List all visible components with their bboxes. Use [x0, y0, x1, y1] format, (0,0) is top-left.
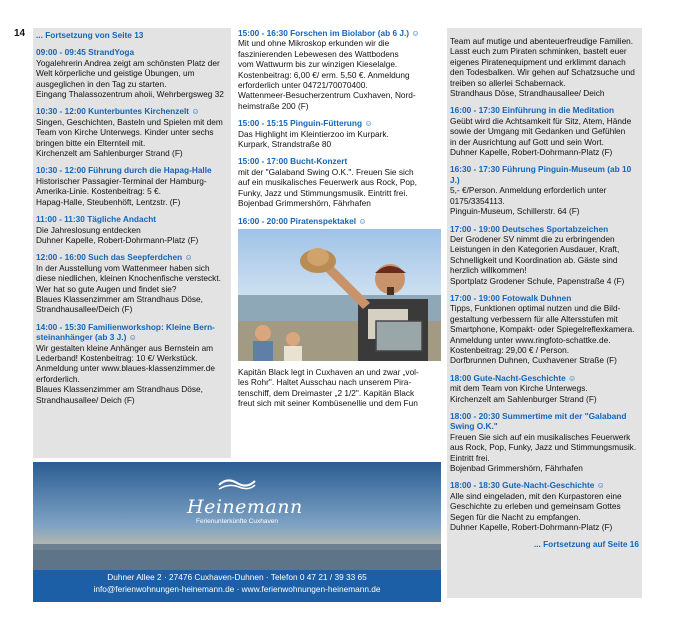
event-text-line: Alle sind eingeladen, mit den Kurpastoren eine — [450, 490, 622, 501]
event-text-line: Strandhausallee/Deich (F) — [36, 304, 133, 315]
event-text-line: Kirchenzelt am Sahlenburger Strand (F) — [450, 393, 597, 404]
event-entry — [36, 106, 228, 158]
event-text-line: Smartphone, Kompakt- oder Spiegelreflexkamera. — [450, 324, 635, 335]
pirate-photo — [238, 229, 441, 361]
program-column-2 — [238, 28, 441, 416]
event-entry — [238, 28, 441, 111]
event-text-line: Hapag-Halle, Steubenhöft, Lentzstr. (F) — [36, 196, 181, 207]
event-text-line: Schnelligkeit und Koordination ab. Gäste sind — [450, 254, 618, 265]
event-entry — [450, 164, 639, 216]
advertisement-banner — [33, 462, 441, 602]
event-text-line: Lederband! Kostenbeitrag: 10 €/ Werkstück. — [36, 352, 198, 363]
event-text-line: gestaltung verbessern für alle Altersstufen mit — [450, 313, 618, 324]
event-text-line: Kostenbeitrag: 6,00 €/ erm. 5,50 €. Anmeldung — [238, 69, 410, 80]
event-text-line: Strandhaus Döse, Strandhausallee/ Deich — [450, 88, 605, 99]
event-text-line: Anmeldung unter www.ringfoto-schattke.de. — [450, 334, 611, 345]
event-text-line: Team auf mutige und abenteuerfreudige Familien. — [450, 36, 634, 46]
event-text-line: Der Grodener SV nimmt die zu erbringenden — [450, 233, 615, 244]
event-text-line: herzlich willkommen! — [450, 265, 527, 276]
event-text-line: faszinierenden Lebewesen des Wattbodens — [238, 48, 399, 59]
event-text-line: Blaues Klassenzimmer am Strandhaus Döse, — [36, 384, 203, 395]
event-text-line: Historischer Passagier-Terminal der Hamburg- — [36, 175, 207, 186]
event-text-line: Anmeldung unter www.blaues-klassenzimmer.de — [36, 363, 215, 374]
event-text-line: Pinguin-Museum, Schillerstr. 64 (F) — [450, 206, 580, 217]
event-text-line: Geschichte zu erleben und gemeinsam Gottes — [450, 501, 621, 512]
event-text-line: bringen bitte ein Elternteil mit. — [36, 137, 146, 148]
event-title: 15:00 - 17:00 Bucht-Konzert — [238, 156, 348, 167]
ad-contact-block — [33, 572, 441, 595]
event-title: 14:00 - 15:30 Familienworkshop: Kleine Bern- steinanhänger (ab 3 J.) ☺ — [36, 321, 215, 343]
event-title: 16:00 - 17:30 Einführung in die Meditation — [450, 105, 615, 116]
event-text-line: Dorfbrunnen Duhnen, Cuxhavener Straße (F) — [450, 355, 617, 366]
event-title: 11:00 - 11:30 Tägliche Andacht — [36, 214, 157, 225]
event-text-line: In der Ausstellung vom Wattenmeer haben sich — [36, 262, 210, 273]
event-text-line: Welt körperliche und geistige Übungen, um — [36, 68, 195, 79]
event-title: 18:00 - 20:30 Summertime mit der "Galaband Swing O.K." — [450, 411, 627, 432]
event-text-line: Eintritt frei. — [450, 452, 490, 463]
event-text-line: les Rohr". Haltet Ausschau nach unserem Pira- — [238, 377, 412, 388]
program-column-3 — [447, 28, 642, 598]
event-text-line: freut sich mit seiner Kombüsenellie und dem Fun — [238, 398, 418, 409]
event-entry — [450, 105, 639, 157]
ad-address: Duhner Allee 2 · 27476 Cuxhaven-Duhnen · Telefon 0 47 21 / 39 33 65 — [107, 572, 367, 582]
event-text-line: vom Wattwurm bis zur winzigen Kieselalge. — [238, 59, 398, 70]
event-text-line: Mit und ohne Mikroskop erkunden wir die — [238, 38, 390, 49]
event-entry — [36, 322, 228, 405]
pirate-illustration — [238, 229, 441, 361]
event-text-line: Kurpark, Strandstraße 80 — [238, 139, 332, 150]
wave-icon — [217, 475, 257, 491]
event-title: 10:30 - 12:00 Führung durch die Hapag-Halle — [36, 165, 212, 176]
event-text-line: Wattenmeer-Besucherzentrum Cuxhaven, Nord- — [238, 90, 416, 101]
brand-tagline: Ferienunterkünfte Cuxhaven — [195, 518, 279, 525]
event-entry — [238, 118, 441, 149]
event-text-line: erforderlich. — [36, 373, 80, 384]
event-text-line: diese niedlichen, kleinen Knochenfische versteckt. — [36, 273, 221, 284]
event-text-line: Lasst euch zum Piraten schminken, bastelt euer — [450, 46, 627, 57]
event-text-line: Team von Kirche Unterwegs. Kinder unter sechs — [36, 127, 214, 138]
event-text-line: Sportplatz Grodener Schule, Papenstraße 4 (F) — [450, 275, 625, 286]
event-text-line: Geübt wird die Achtsamkeit für Sitz, Atem, Hände — [450, 115, 632, 126]
event-title: 10:30 - 12:00 Kunterbuntes Kirchenzelt ☺ — [36, 106, 200, 117]
event-text-line: aus Rock, Pop, Funky, Jazz und Stimmungsmusik. — [450, 442, 637, 453]
event-title: 15:00 - 16:30 Forschen im Biolabor (ab 6 J.) ☺ — [238, 28, 420, 38]
event-text-line: Bojenbad Grimmershörn, Fährhafen — [238, 198, 371, 209]
event-entry — [36, 214, 228, 245]
event-title: 16:30 - 17:30 Führung Pinguin-Museum (ab 10 J.) — [450, 164, 632, 185]
event-entry-pirate — [238, 216, 441, 409]
event-text-line: Yogalehrerin Andrea zeigt am schönsten Platz der — [36, 57, 220, 68]
event-entry — [450, 373, 639, 404]
event-text-line: Duhner Kapelle, Robert-Dohrmann-Platz (F) — [450, 147, 613, 158]
event-text-line: tenschiff, dem Dreimaster „2 1/2". Kapitän Black — [238, 387, 415, 398]
event-entry — [450, 224, 639, 286]
event-text-line: mit dem Team von Kirche Unterwegs. — [450, 383, 588, 394]
event-text-line: Bojenbad Grimmershörn, Fährhafen — [450, 463, 583, 474]
event-text-line: Eingang Thalassozentrum ahoii, Wehrbergsweg 32 — [36, 89, 224, 100]
event-text-line: Die Jahreslosung entdecken — [36, 224, 141, 235]
event-entry — [36, 47, 228, 99]
event-text-line: Segen für die Nacht zu empfangen. — [450, 511, 581, 522]
event-text-line: treiben so allerlei Schabernack. — [450, 77, 566, 88]
event-title: 18:00 - 18:30 Gute-Nacht-Geschichte ☺ — [450, 480, 606, 491]
event-text-line: Strandhausallee/ Deich (F) — [36, 394, 135, 405]
event-text-line: ausgeglichen in den Tag zu starten. — [36, 78, 167, 89]
continuation-to: ... Fortsetzung auf Seite 16 — [533, 539, 639, 550]
brand-name: Heinemann — [187, 496, 303, 518]
event-entry — [450, 293, 639, 366]
event-entry — [238, 156, 441, 208]
event-text-line: auf ein musikalisches Feuerwerk aus Rock, Pop, — [238, 177, 417, 188]
event-text-line: Tipps, Funktionen optimal nutzen und die Bild- — [450, 303, 621, 314]
event-text-line: Duhner Kapelle, Robert-Dohrmann-Platz (F) — [36, 234, 199, 245]
event-entry — [450, 411, 639, 473]
event-title: 15:00 - 15:15 Pinguin-Fütterung ☺ — [238, 118, 373, 129]
event-text-line: Funky, Jazz und Stimmungsmusik. Eintritt frei. — [238, 187, 408, 198]
event-title: 12:00 - 16:00 Such das Seepferdchen ☺ — [36, 252, 193, 263]
event-text-line: sowie der Umgang mit Gedanken und Gefühlen — [450, 126, 626, 137]
event-entry — [36, 252, 228, 314]
event-text-line: eigenes Piratenequipment und erklimmt danach — [450, 56, 626, 67]
event-title: 17:00 - 19:00 Deutsches Sportabzeichen — [450, 223, 609, 234]
event-title: 16:00 - 20:00 Piratenspektakel ☺ — [238, 215, 367, 226]
event-text-line: Kostenbeitrag: 29,00 € / Person. — [450, 344, 570, 355]
heinemann-logo — [187, 475, 303, 525]
event-text-line: 0175/3354113. — [450, 195, 505, 206]
event-text-line: Duhner Kapelle, Robert-Dohrmann-Platz (F) — [450, 522, 613, 533]
page-number: 14 — [14, 28, 26, 39]
event-title: 18:00 Gute-Nacht-Geschichte ☺ — [450, 372, 577, 383]
event-text-line: Leistungen in den Kategorien Ausdauer, Kraft, — [450, 244, 620, 255]
event-text-line: Singen, Geschichten, Basteln und Spielen mit dem — [36, 116, 223, 127]
event-text-line: mit der "Galaband Swing O.K.". Freuen Sie sich — [238, 166, 414, 177]
continuation-from: ... Fortsetzung von Seite 13 — [36, 30, 144, 40]
event-text-line: Freuen Sie sich auf ein musikalisches Feuerwerk — [450, 431, 631, 442]
event-text-line: Blaues Klassenzimmer am Strandhaus Döse, — [36, 293, 203, 304]
event-text-line: Amerika-Linie. Kostenbeitrag: 5 €. — [36, 186, 161, 197]
event-continued-text — [450, 36, 639, 98]
event-text-line: Kirchenzelt am Sahlenburger Strand (F) — [36, 148, 183, 159]
event-text-line: heimstraße 200 (F) — [238, 100, 309, 111]
event-text-line: in der Ausrichtung auf Gott und sein Wort. — [450, 136, 604, 147]
event-text-line: 5,- €/Person. Anmeldung erforderlich unter — [450, 185, 607, 196]
event-title: 17:00 - 19:00 Fotowalk Duhnen — [450, 292, 572, 303]
event-text-line: Wer hat so gute Augen und findet sie? — [36, 283, 177, 294]
event-entry — [450, 480, 639, 532]
event-entry — [36, 165, 228, 207]
event-text-line: Kapitän Black legt in Cuxhaven an und zwar „vol- — [238, 366, 419, 377]
event-text-line: den Todesbalken. Wir gehen auf Schatzsuche und — [450, 67, 635, 78]
program-column-1 — [33, 28, 231, 458]
event-title: 09:00 - 09:45 StrandYoga — [36, 47, 135, 58]
ad-web-contact[interactable]: info@ferienwohnungen-heinemann.de · www.ferienwohnungen-heinemann.de — [93, 583, 381, 594]
event-text-line: Das Highlight im Kleintierzoo im Kurpark. — [238, 128, 389, 139]
event-text-line: erforderlich unter 04721/70070400. — [238, 80, 368, 91]
event-text-line: Wir gestalten kleine Anhänger aus Bernstein am — [36, 342, 214, 353]
